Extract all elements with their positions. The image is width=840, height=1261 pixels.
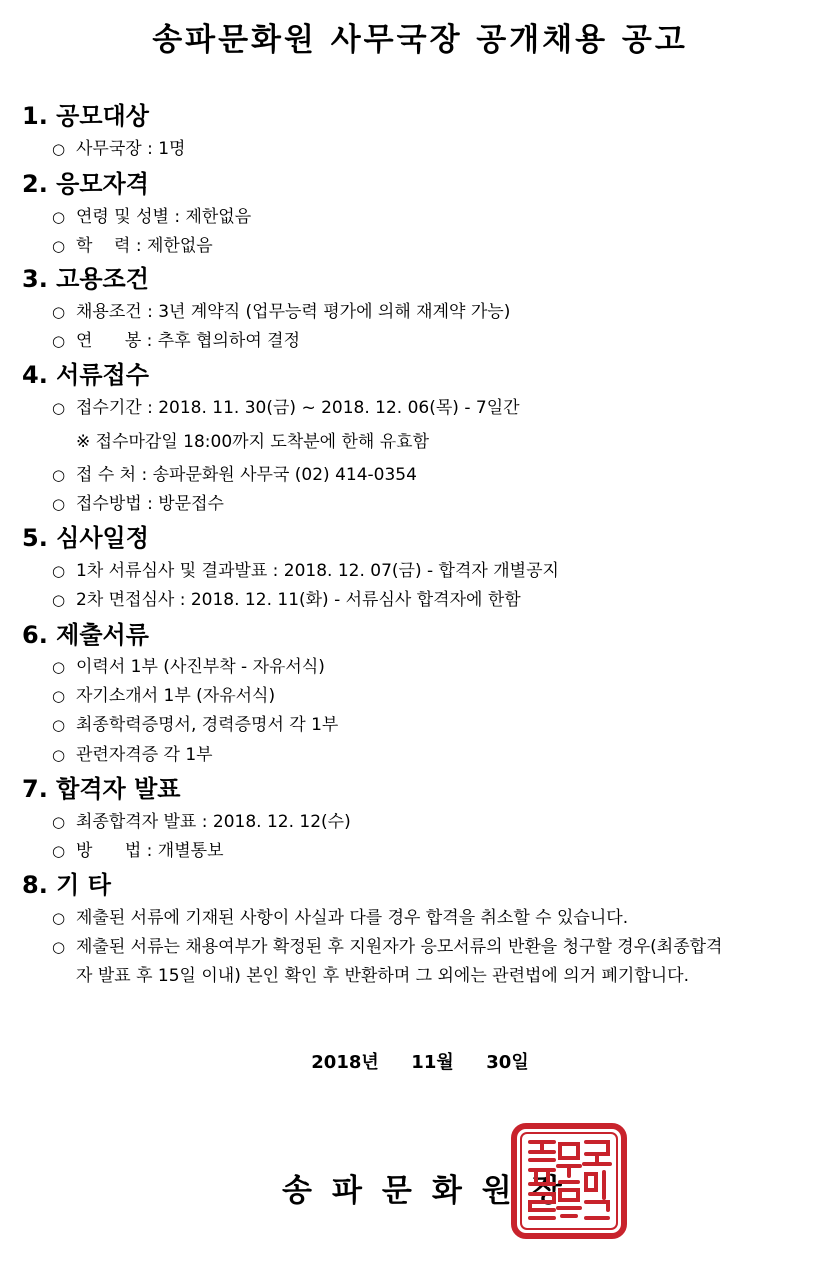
- notice-date: 2018년 11월 30일: [311, 1052, 529, 1073]
- list-item: ○ 제출된 서류는 채용여부가 확정된 후 지원자가 응모서류의 반환을 청구할 경우(최종합격: [52, 937, 723, 957]
- list-item: ○ 관련자격증 각 1부: [52, 745, 213, 765]
- bullet-icon: ○: [52, 591, 66, 609]
- list-item: ○ 방 법 : 개별통보: [52, 841, 224, 861]
- bullet-icon: ○: [52, 562, 66, 580]
- section-heading: 6. 제출서류: [22, 621, 149, 649]
- list-item: ○ 최종학력증명서, 경력증명서 각 1부: [52, 715, 339, 735]
- section-heading: 2. 응모자격: [22, 170, 149, 198]
- bullet-icon: ○: [52, 842, 66, 860]
- bullet-icon: ○: [52, 746, 66, 764]
- bullet-icon: ○: [52, 140, 66, 158]
- page-title: 송파문화원 사무국장 공개채용 공고: [152, 22, 688, 58]
- bullet-icon: ○: [52, 208, 66, 226]
- list-item: ○ 사무국장 : 1명: [52, 139, 186, 159]
- bullet-icon: ○: [52, 495, 66, 513]
- list-item: ○ 접수기간 : 2018. 11. 30(금) ~ 2018. 12. 06(목) - 7일간: [52, 398, 520, 418]
- note-text: ※ 접수마감일 18:00까지 도착분에 한해 유효함: [76, 432, 430, 452]
- bullet-icon: ○: [52, 332, 66, 350]
- list-item: ○ 최종합격자 발표 : 2018. 12. 12(수): [52, 812, 351, 832]
- bullet-icon: ○: [52, 237, 66, 255]
- list-item: ○ 연령 및 성별 : 제한없음: [52, 207, 252, 227]
- section-heading: 1. 공모대상: [22, 102, 149, 130]
- list-item: ○ 채용조건 : 3년 계약직 (업무능력 평가에 의해 재계약 가능): [52, 302, 511, 322]
- organization-name: 송파문화원장: [282, 1173, 582, 1209]
- list-item-continuation: 자 발표 후 15일 이내) 본인 확인 후 반환하며 그 외에는 관련법에 의거 폐기합니다.: [76, 966, 689, 986]
- bullet-icon: ○: [52, 687, 66, 705]
- section-heading: 8. 기 타: [22, 871, 111, 899]
- bullet-icon: ○: [52, 466, 66, 484]
- bullet-icon: ○: [52, 303, 66, 321]
- list-item: ○ 이력서 1부 (사진부착 - 자유서식): [52, 657, 325, 677]
- bullet-icon: ○: [52, 813, 66, 831]
- list-item: ○ 2차 면접심사 : 2018. 12. 11(화) - 서류심사 합격자에 한함: [52, 590, 521, 610]
- section-heading: 4. 서류접수: [22, 361, 149, 389]
- list-item: ○ 1차 서류심사 및 결과발표 : 2018. 12. 07(금) - 합격자 개별공지: [52, 561, 559, 581]
- bullet-icon: ○: [52, 909, 66, 927]
- bullet-icon: ○: [52, 399, 66, 417]
- list-item: ○ 제출된 서류에 기재된 사항이 사실과 다를 경우 합격을 취소할 수 있습니다.: [52, 908, 629, 928]
- section-heading: 5. 심사일정: [22, 524, 149, 552]
- section-heading: 3. 고용조건: [22, 265, 149, 293]
- bullet-icon: ○: [52, 716, 66, 734]
- list-item: ○ 접 수 처 : 송파문화원 사무국 (02) 414-0354: [52, 465, 417, 485]
- list-item: ○ 연 봉 : 추후 협의하여 결정: [52, 331, 300, 351]
- list-item: ○ 학 력 : 제한없음: [52, 236, 213, 256]
- bullet-icon: ○: [52, 938, 66, 956]
- bullet-icon: ○: [52, 658, 66, 676]
- official-seal-icon: [510, 1122, 628, 1240]
- list-item: ○ 접수방법 : 방문접수: [52, 494, 224, 514]
- list-item: ○ 자기소개서 1부 (자유서식): [52, 686, 276, 706]
- section-heading: 7. 합격자 발표: [22, 775, 181, 803]
